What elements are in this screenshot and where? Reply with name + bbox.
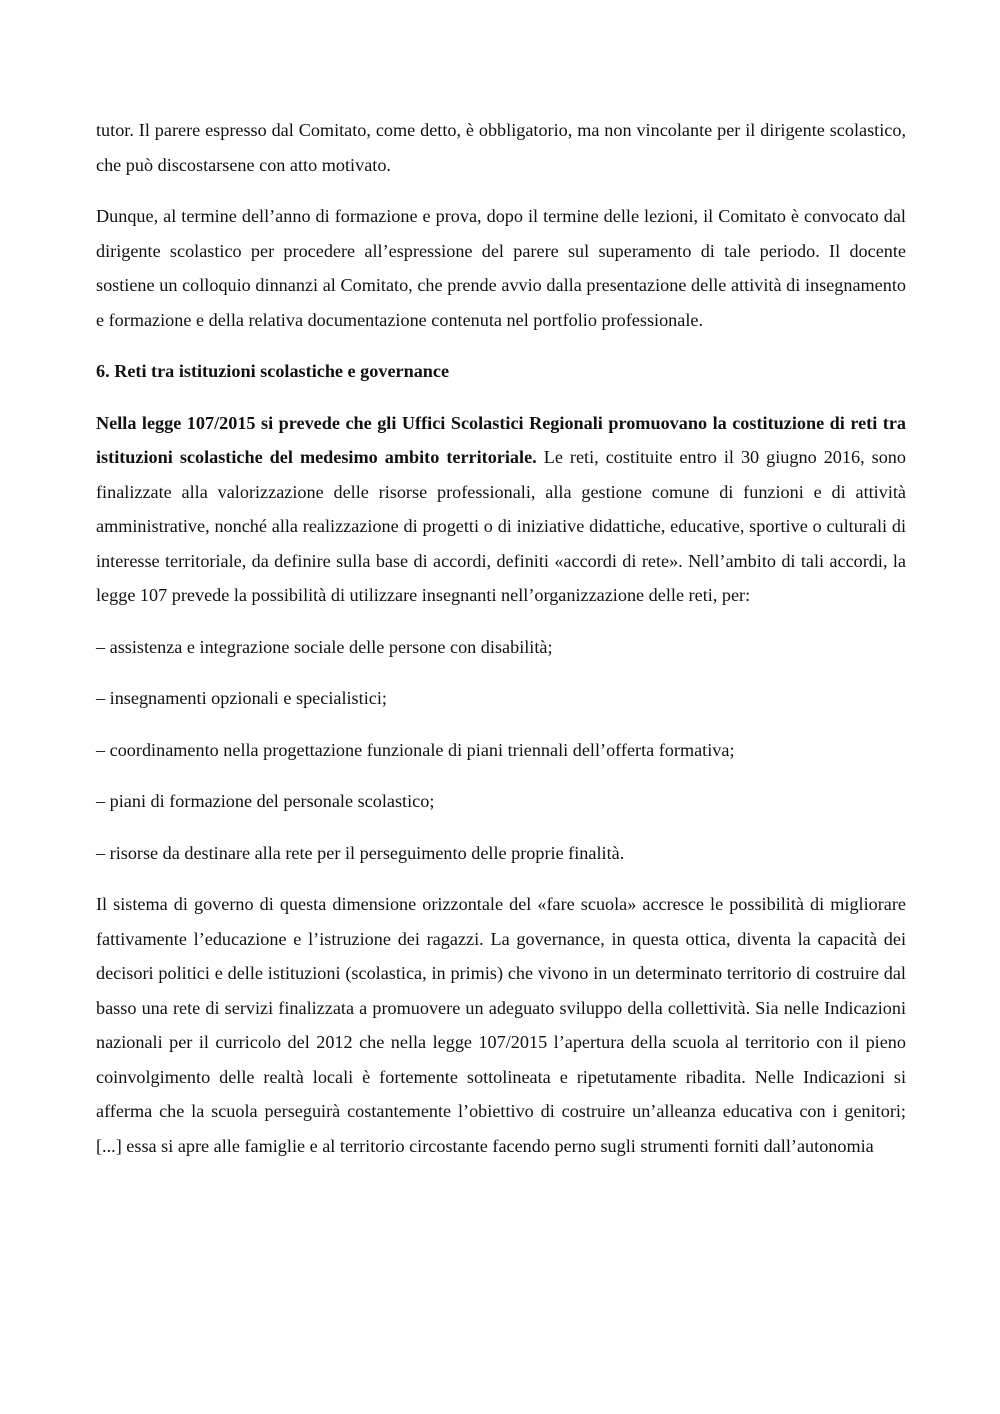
list-item: – risorse da destinare alla rete per il perseguimento delle proprie finalità. [96, 842, 625, 863]
list-item: – coordinamento nella progettazione funzionale di piani triennali dell’offerta formativa; [96, 739, 735, 760]
section-heading: 6. Reti tra istituzioni scolastiche e governance [96, 361, 450, 381]
paragraph-reti-body: Le reti, costituite entro il 30 giugno 2016, sono finalizzate alla valorizzazione delle risorse professionali, alla gestione comune di funzioni e di attività amministrative, nonché alla realizzazione di progetti o di iniziative didattiche, educative, sportive o culturali di interesse territoriale, da definire sulla base di accordi, definiti «accordi di rete». Nell’ambito di tali accordi, la legge 107 prevede la possibilità di utilizzare insegnanti nell’organizzazione delle reti, per: [96, 447, 906, 605]
list-item: – piani di formazione del personale scolastico; [96, 791, 435, 811]
paragraph-comitato: Dunque, al termine dell’anno di formazione e prova, dopo il termine delle lezioni, il Comitato è convocato dal dirigente scolastico per procedere all’espressione del parere sul superamento di tale periodo. Il docente sostiene un colloquio dinnanzi al Comitato, che prende avvio dalla presentazione delle attività di insegnamento e formazione e della relativa documentazione contenuta nel portfolio professionale. [96, 206, 906, 330]
paragraph-intro: tutor. Il parere espresso dal Comitato, come detto, è obbligatorio, ma non vincolante per il dirigente scolastico, che può discostarsene con atto motivato. [96, 120, 906, 175]
paragraph-governance: Il sistema di governo di questa dimensione orizzontale del «fare scuola» accresce le possibilità di migliorare fattivamente l’educazione e l’istruzione dei ragazzi. La governance, in questa ottica, diventa la capacità dei decisori politici e delle istituzioni (scolastica, in primis) che vivono in un determinato territorio di costruire dal basso una rete di servizi finalizzata a promuovere un adeguato sviluppo della collettività. Sia nelle Indicazioni nazionali per il curricolo del 2012 che nella legge 107/2015 l’apertura della scuola al territorio con il pieno coinvolgimento delle realtà locali è fortemente sottolineata e ripetutamente ribadita. Nelle Indicazioni si afferma che la scuola perseguirà costantemente l’obiettivo di costruire un’alleanza educativa con i genitori; [...] essa si apre alle famiglie e al territorio circostante facendo perno sugli strumenti forniti dall’autonomia [96, 894, 906, 1156]
document-page [96, 113, 906, 1180]
paragraph-reti [96, 406, 906, 613]
list-item: – insegnamenti opzionali e specialistici; [96, 688, 387, 708]
list-item: – assistenza e integrazione sociale delle persone con disabilità; [96, 636, 553, 657]
paragraph-reti-bold-lead: Nella legge 107/2015 si prevede che gli Uffici Scolastici Regionali promuovano la costituzione di reti tra istituzioni scolastiche del medesimo ambito territoriale. [96, 412, 906, 467]
